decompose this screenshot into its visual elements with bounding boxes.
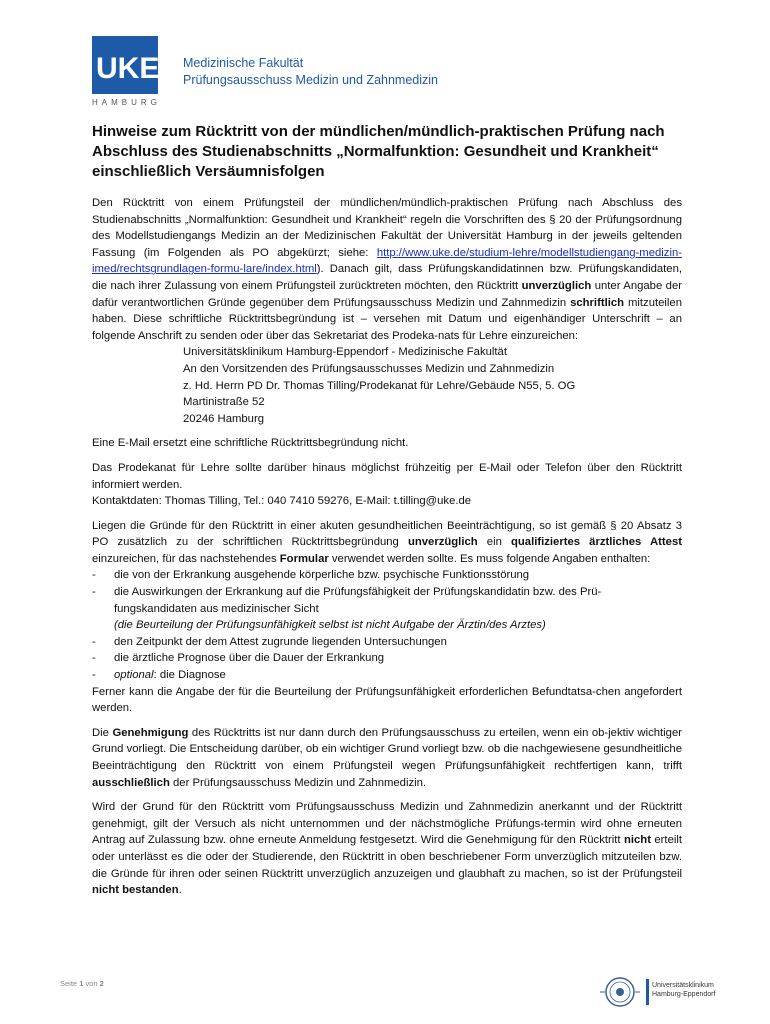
intro-text-1: Den Rücktritt von einem Prüfungsteil der mündlichen/mündlich-praktischen Prüfung nach Abschluss des Studienabschnitts „Normalfunktion: Gesundheit und Krankheit“ regeln die Vorschriften des § 20 der Prüfungsordnung des Modellstudiengangs Medizin an der Medizinischen Fakultät der Universität Hamburg in der jeweils geltenden Fassung (im Folgenden als PO abgekürzt; siehe: — [92, 197, 682, 259]
page-number — [60, 979, 104, 988]
paragraph-findings: Ferner kann die Angabe der für die Beurteilung der Prüfungsunfähigkeit erforderlichen Befundtatsa-chen angefordert werden. — [92, 685, 682, 715]
list-item-text: die Auswirkungen der Erkrankung auf die Prüfungsfähigkeit der Prüfungskandidatin bzw. des Prü-fungskandidaten aus medizinischer Sicht — [114, 586, 602, 615]
paragraph-intro — [92, 195, 682, 344]
attest-bold-1: unverzüglich — [407, 536, 478, 549]
consequence-text-1: Wird der Grund für den Rücktritt vom Prüfungsausschuss Medizin und Zahnmedizin anerkannt und der Rücktritt genehmigt, gilt der Versuch als nicht unternommen und der nächstmögliche Prüfungs-termin wird ohne erneuten Antrag auf Zulassung bzw. ohne erneute Anmeldung festgesetzt. Wird die Genehmigung für den Rücktritt — [92, 801, 682, 847]
intro-text-3: unter Angabe der dafür verantwortlichen Gründe gegenüber dem Prüfungsausschuss Medizin und Zahnmedizin — [92, 279, 682, 309]
footer-logo — [598, 975, 748, 1009]
attest-bold-3: Formular — [279, 552, 329, 565]
contact-details: Kontaktdaten: Thomas Tilling, Tel.: 040 7410 59276, E-Mail: t.tilling@uke.de — [92, 495, 472, 508]
footer-org-name — [652, 981, 744, 999]
paragraph-attest — [92, 518, 682, 568]
address-line: z. Hd. Herrn PD Dr. Thomas Tilling/Prodekanat für Lehre/Gebäude N55, 5. OG — [183, 379, 576, 392]
list-item — [92, 667, 682, 684]
approval-text-2: des Rücktritts ist nur dann durch den Prüfungsausschuss zu erteilen, wenn ein ob-jektiv wichtiger Grund vorliegt. Die Entscheidung darüber, ob ein wichtiger Grund vorliegt bzw. ob die nachgewiesene gesundheitliche Beeinträchtigung den Rücktritt von einem Prüfungsteil wegen Prüfungsunfähigkeit rechtfertigen kann, trifft — [92, 726, 682, 772]
paragraph-approval — [92, 725, 682, 791]
document-body — [92, 195, 682, 907]
approval-bold-1: Genehmigung — [112, 726, 189, 739]
uke-logo-box — [92, 36, 158, 94]
uke-logo-city: HAMBURG — [92, 98, 161, 107]
address-line: An den Vorsitzenden des Prüfungsausschusses Medizin und Zahnmedizin — [183, 362, 555, 375]
consequence-bold-2: nicht bestanden — [92, 884, 179, 897]
attest-text-3: einzureichen, für das nachstehendes — [92, 552, 280, 565]
page-mid: von — [83, 979, 100, 988]
list-item: - den Zeitpunkt der dem Attest zugrunde liegenden Untersuchungen — [92, 634, 682, 651]
attest-requirements-list — [92, 567, 682, 683]
postal-address — [183, 344, 682, 427]
list-item: - die von der Erkrankung ausgehende körperliche bzw. psychische Funktionsstörung — [92, 567, 682, 584]
list-item: - die ärztliche Prognose über die Dauer der Erkrankung — [92, 650, 682, 667]
list-item-optional: optional — [114, 669, 154, 682]
address-line: Universitätsklinikum Hamburg-Eppendorf - Medizinische Fakultät — [183, 346, 507, 359]
contact-text: Das Prodekanat für Lehre sollte darüber hinaus möglichst frühzeitig per E-Mail oder Telefon über den Rücktritt informiert werden. — [92, 461, 682, 491]
university-seal-icon — [598, 977, 642, 1007]
approval-text-1: Die — [92, 726, 113, 739]
address-line: Martinistraße 52 — [183, 396, 265, 409]
footer-divider — [646, 979, 649, 1005]
attest-text-1: Liegen die Gründe für den Rücktritt in einer akuten gesundheitlichen Beeinträchtigung, so ist gemäß § 20 Absatz 3 PO zusätzlich zu der schriftlichen Rücktrittsbegründung — [92, 519, 682, 549]
page-total: 2 — [99, 979, 104, 988]
consequence-text-2: erteilt oder unterlässt es die oder der Studierende, den Rücktritt in oben beschriebener Form unverzüglich mitzuteilen bzw. die Gründe für ihren oder seinen Rücktritt unverzüglich anzuzeigen und glaubhaft zu machen, so ist der Prüfungsteil — [92, 834, 683, 880]
faculty-heading — [183, 55, 438, 89]
list-item-note: (die Beurteilung der Prüfungsunfähigkeit selbst ist nicht Aufgabe der Ärztin/des Arztes) — [114, 619, 546, 632]
uke-logo-text: UKE — [96, 52, 160, 85]
address-line: 20246 Hamburg — [183, 412, 265, 425]
paragraph-contact — [92, 460, 682, 510]
list-item — [92, 584, 682, 634]
intro-text-4: mitzuteilen haben. Diese schriftliche Rücktrittsbegründung ist – versehen mit Datum und eigenhändiger Unterschrift – an folgende Anschrift zu senden oder über das Sekretariat des Prodeka-nats für Lehre einzureichen: — [92, 296, 682, 342]
paragraph-email-note: Eine E-Mail ersetzt eine schriftliche Rücktrittsbegründung nicht. — [92, 437, 409, 450]
footer-org-line-1: Universitätsklinikum — [652, 982, 714, 989]
attest-bold-2: qualifiziertes ärztliches Attest — [510, 536, 682, 549]
intro-bold-1: unverzüglich — [521, 279, 592, 292]
attest-text-2: ein — [477, 536, 511, 549]
intro-text-2: ). Danach gilt, dass Prüfungskandidatinnen bzw. Prüfungskandidaten, die nach ihrer Zulassung von einem Prüfungsteil zurücktreten möchten, den Rücktritt — [92, 263, 682, 292]
page-current: 1 — [79, 979, 84, 988]
list-item-rest: : die Diagnose — [153, 669, 226, 682]
consequence-text-3: . — [178, 884, 182, 897]
attest-text-4: verwendet werden sollte. Es muss folgende Angaben enthalten: — [328, 552, 651, 565]
paragraph-consequences — [92, 799, 682, 899]
intro-bold-2: schriftlich — [570, 296, 625, 309]
document-title: Hinweise zum Rücktritt von der mündlichen/mündlich-praktischen Prüfung nach Abschluss des Studienabschnitts „Normalfunktion: Gesundheit und Krankheit“ einschließlich Versäumnisfolgen — [92, 123, 665, 180]
approval-text-3: der Prüfungsausschuss Medizin und Zahnmedizin. — [169, 776, 427, 789]
faculty-line-2: Prüfungsausschuss Medizin und Zahnmedizin — [183, 73, 438, 87]
faculty-line-1: Medizinische Fakultät — [183, 56, 304, 70]
page-prefix: Seite — [60, 979, 80, 988]
consequence-bold-1: nicht — [623, 834, 651, 847]
footer-org-line-2: Hamburg-Eppendorf — [652, 991, 716, 998]
approval-bold-2: ausschließlich — [92, 776, 170, 789]
uke-logo — [92, 36, 161, 110]
regulations-link[interactable]: http://www.uke.de/studium-lehre/modellstudiengang-medizin-imed/rechtsgrundlagen-formu-lare/index.html — [92, 246, 682, 276]
